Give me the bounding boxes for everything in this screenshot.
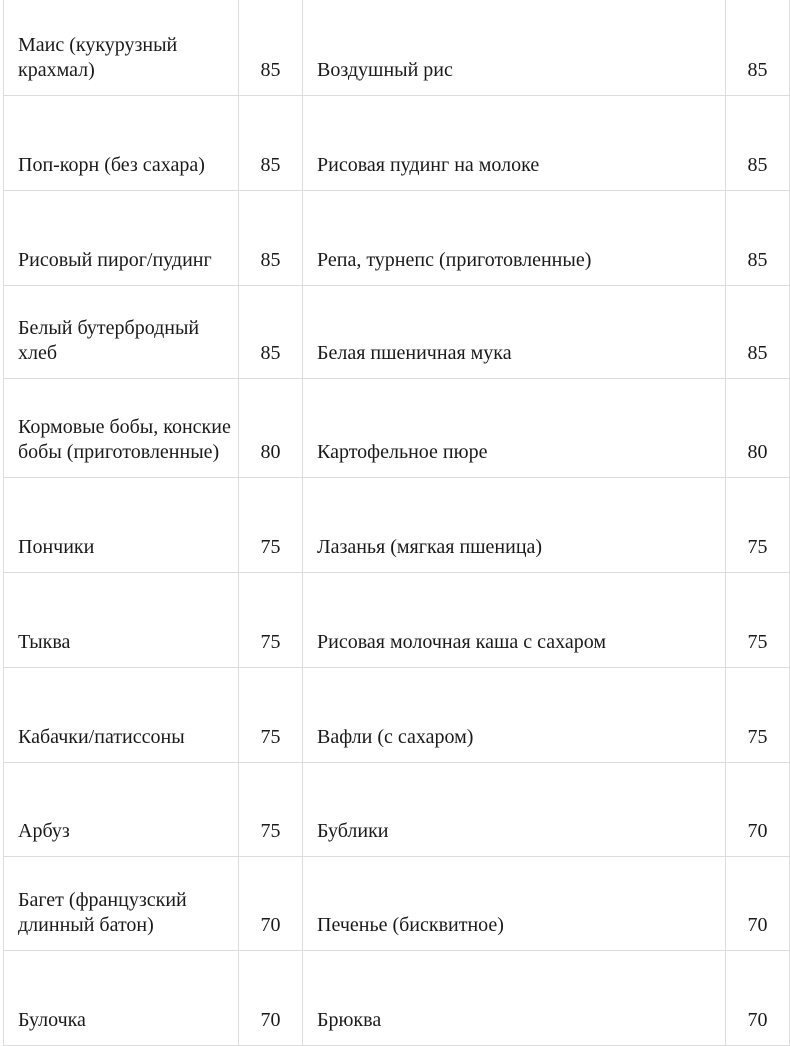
food-name-cell: Печенье (бисквитное) [303, 856, 726, 950]
food-name-cell: Рисовая пудинг на молоке [303, 95, 726, 190]
gi-value-cell: 75 [726, 477, 790, 572]
gi-value-cell: 80 [726, 378, 790, 477]
food-name-cell: Рисовая молочная каша с сахаром [303, 572, 726, 667]
food-name-cell: Кабачки/патиссоны [4, 667, 239, 762]
food-name-cell: Рисовый пирог/пудинг [4, 190, 239, 285]
food-name-cell: Бублики [303, 762, 726, 856]
glycemic-index-table [3, 0, 790, 1046]
food-name-cell: Тыква [4, 572, 239, 667]
table-row [4, 667, 790, 762]
table-row [4, 856, 790, 950]
gi-value-cell: 85 [239, 190, 303, 285]
food-name-cell: Маис (кукурузный крахмал) [4, 0, 239, 95]
food-name-cell: Кормовые бобы, конские бобы (приготовленные) [4, 378, 239, 477]
gi-value-cell: 70 [726, 950, 790, 1045]
table-row [4, 95, 790, 190]
food-name-cell: Воздушный рис [303, 0, 726, 95]
table-row [4, 477, 790, 572]
table-row [4, 0, 790, 95]
table-row [4, 378, 790, 477]
table-row [4, 190, 790, 285]
table-row [4, 762, 790, 856]
gi-value-cell: 85 [726, 190, 790, 285]
food-name-cell: Вафли (с сахаром) [303, 667, 726, 762]
table-row [4, 572, 790, 667]
table-row [4, 285, 790, 378]
gi-value-cell: 70 [726, 762, 790, 856]
gi-value-cell: 85 [726, 95, 790, 190]
food-name-cell: Булочка [4, 950, 239, 1045]
food-name-cell: Белый бутербродный хлеб [4, 285, 239, 378]
table-row [4, 950, 790, 1045]
food-name-cell: Репа, турнепс (приготовленные) [303, 190, 726, 285]
gi-value-cell: 85 [726, 0, 790, 95]
gi-value-cell: 85 [726, 285, 790, 378]
food-name-cell: Лазанья (мягкая пшеница) [303, 477, 726, 572]
gi-value-cell: 70 [239, 856, 303, 950]
gi-value-cell: 75 [239, 572, 303, 667]
food-name-cell: Белая пшеничная мука [303, 285, 726, 378]
gi-value-cell: 70 [239, 950, 303, 1045]
food-name-cell: Поп-корн (без сахара) [4, 95, 239, 190]
gi-value-cell: 85 [239, 285, 303, 378]
gi-value-cell: 80 [239, 378, 303, 477]
gi-value-cell: 75 [239, 762, 303, 856]
food-name-cell: Пончики [4, 477, 239, 572]
gi-value-cell: 75 [239, 477, 303, 572]
gi-value-cell: 85 [239, 0, 303, 95]
gi-value-cell: 75 [726, 667, 790, 762]
gi-value-cell: 75 [726, 572, 790, 667]
food-name-cell: Багет (французский длинный батон) [4, 856, 239, 950]
food-name-cell: Арбуз [4, 762, 239, 856]
food-name-cell: Брюква [303, 950, 726, 1045]
gi-value-cell: 75 [239, 667, 303, 762]
gi-value-cell: 85 [239, 95, 303, 190]
food-name-cell: Картофельное пюре [303, 378, 726, 477]
gi-value-cell: 70 [726, 856, 790, 950]
